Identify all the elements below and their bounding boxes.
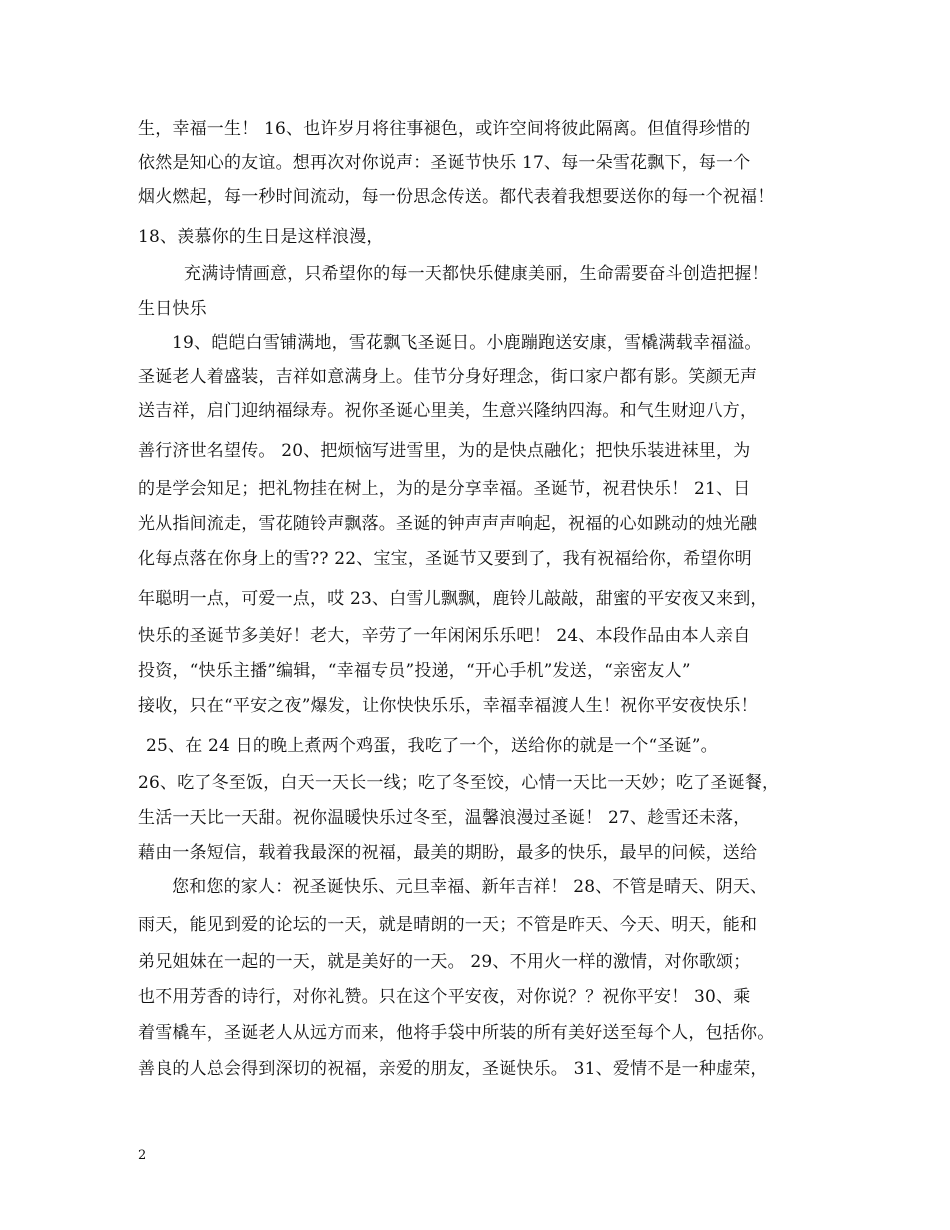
text-line-25: 也不用芳香的诗行，对你礼赞。只在这个平安夜，对你说？？祝你平安！ 30、乘 — [138, 987, 751, 1007]
text-line-10: 善行济世名望传。 20、把烦恼写进雪里，为的是快点融化；把快乐装进袜里，为 — [138, 441, 751, 461]
text-line-9: 送吉祥，启门迎纳福绿寿。祝你圣诞心里美，生意兴隆纳四海。和气生财迎八方， — [138, 401, 758, 421]
text-line-5: 充满诗情画意，只希望你的每一天都快乐健康美丽，生命需要奋斗创造把握！ — [184, 264, 769, 284]
text-line-4: 18、羡慕你的生日是这样浪漫， — [138, 227, 384, 247]
text-line-1: 生，幸福一生！ 16、也许岁月将往事褪色，或许空间将彼此隔离。但值得珍惜的 — [138, 119, 751, 139]
text-line-11: 的是学会知足；把礼物挂在树上，为的是分享幸福。圣诞节，祝君快乐！ 21、日 — [138, 479, 751, 499]
text-line-14: 年聪明一点，可爱一点，哎 23、白雪儿飘飘，鹿铃儿敲敲，甜蜜的平安夜又来到， — [138, 589, 768, 609]
text-line-26: 着雪橇车，圣诞老人从远方而来，他将手袋中所装的所有美好送至每个人，包括你。 — [138, 1023, 775, 1043]
text-line-16: 投资，“快乐主播”编辑，“幸福专员”投递，“开心手机”发送，“亲密友人” — [138, 661, 691, 681]
text-line-21: 藉由一条短信，载着我最深的祝福，最美的期盼，最多的快乐，最早的问候，送给 — [138, 843, 758, 863]
text-line-17: 接收，只在“平安之夜”爆发，让你快快乐乐，幸福幸福渡人生！祝你平安夜快乐！ — [138, 696, 758, 716]
text-line-15: 快乐的圣诞节多美好！老大，辛劳了一年闲闲乐乐吧！ 24、本段作品由本人亲自 — [138, 626, 751, 646]
text-line-23: 雨天，能见到爱的论坛的一天，就是晴朗的一天；不管是昨天、今天、明天，能和 — [138, 915, 758, 935]
text-line-19: 26、吃了冬至饭，白天一天长一线；吃了冬至饺，心情一天比一天妙；吃了圣诞餐， — [138, 773, 780, 793]
text-line-12: 光从指间流走，雪花随铃声飘落。圣诞的钟声声声响起，祝福的心如跳动的烛光融 — [138, 514, 758, 534]
text-line-22: 您和您的家人：祝圣诞快乐、元旦幸福、新年吉祥！ 28、不管是晴天、阴天、 — [172, 877, 768, 897]
text-line-20: 生活一天比一天甜。祝你温暖快乐过冬至，温馨浪漫过圣诞！ 27、趁雪还未落， — [138, 808, 751, 828]
text-line-2: 依然是知心的友谊。想再次对你说声：圣诞节快乐 17、每一朵雪花飘下，每一个 — [138, 153, 751, 173]
text-line-27: 善良的人总会得到深切的祝福，亲爱的朋友，圣诞快乐。 31、爱情不是一种虚荣， — [138, 1059, 768, 1079]
text-line-7: 19、皑皑白雪铺满地，雪花飘飞圣诞日。小鹿蹦跑送安康，雪橇满载幸福溢。 — [172, 333, 762, 353]
text-line-24: 弟兄姐妹在一起的一天，就是美好的一天。 29、不用火一样的激情，对你歌颂； — [138, 952, 751, 972]
text-line-6: 生日快乐 — [138, 299, 207, 319]
page-number: 2 — [138, 1148, 147, 1163]
text-line-3: 烟火燃起，每一秒时间流动，每一份思念传送。都代表着我想要送你的每一个祝福！ — [138, 187, 775, 207]
text-line-8: 圣诞老人着盛装，吉祥如意满身上。佳节分身好理念，街口家户都有影。笑颜无声 — [138, 367, 758, 387]
text-line-13: 化每点落在你身上的雪?? 22、宝宝，圣诞节又要到了，我有祝福给你，希望你明 — [138, 549, 752, 569]
text-line-18: 25、在 24 日的晚上煮两个鸡蛋，我吃了一个，送给你的就是一个“圣诞”。 — [146, 736, 718, 756]
